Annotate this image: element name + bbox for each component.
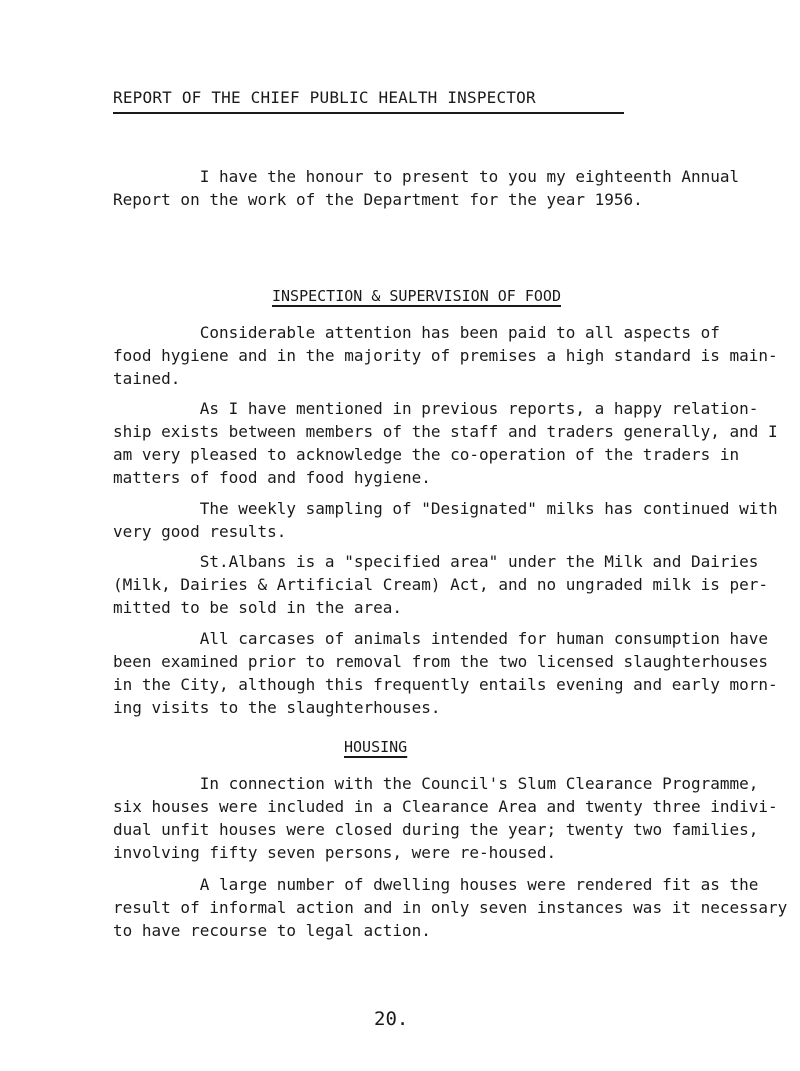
food-section-heading: INSPECTION & SUPERVISION OF FOOD	[272, 287, 561, 305]
food-paragraph-1: Considerable attention has been paid to all aspects of food hygiene and in the majority of premises a high standard is main- tained.	[113, 323, 778, 388]
food-paragraph-3: The weekly sampling of "Designated" milks has continued with very good results.	[113, 499, 778, 541]
food-paragraph-2: As I have mentioned in previous reports, a happy relation- ship exists between members of the staff and traders generally, and I am very pleased to acknowledge the co-operation of the traders in matters of food and food hygiene.	[113, 399, 778, 487]
report-title: REPORT OF THE CHIEF PUBLIC HEALTH INSPECTOR	[113, 88, 536, 107]
page-number: 20.	[374, 1008, 409, 1030]
title-underline-rule	[113, 112, 624, 114]
housing-section-heading: HOUSING	[344, 738, 408, 756]
housing-paragraph-2: A large number of dwelling houses were rendered fit as the result of informal action and in only seven instances was it necessary to have recourse to legal action.	[113, 875, 788, 940]
intro-paragraph: I have the honour to present to you my eighteenth Annual Report on the work of the Department for the year 1956.	[113, 167, 740, 209]
housing-paragraph-1: In connection with the Council's Slum Clearance Programme, six houses were included in a Clearance Area and twenty three indivi- dual unfit houses were closed during the year; twenty two families, involving fifty seven persons, were re-housed.	[113, 774, 778, 862]
food-paragraph-4: St.Albans is a "specified area" under the Milk and Dairies (Milk, Dairies & Artificial Cream) Act, and no ungraded milk is per- mitted to be sold in the area.	[113, 552, 769, 617]
food-paragraph-5: All carcases of animals intended for human consumption have been examined prior to removal from the two licensed slaughterhouses in the City, although this frequently entails evening and early morn- ing visits to the slaughterhouses.	[113, 629, 778, 717]
